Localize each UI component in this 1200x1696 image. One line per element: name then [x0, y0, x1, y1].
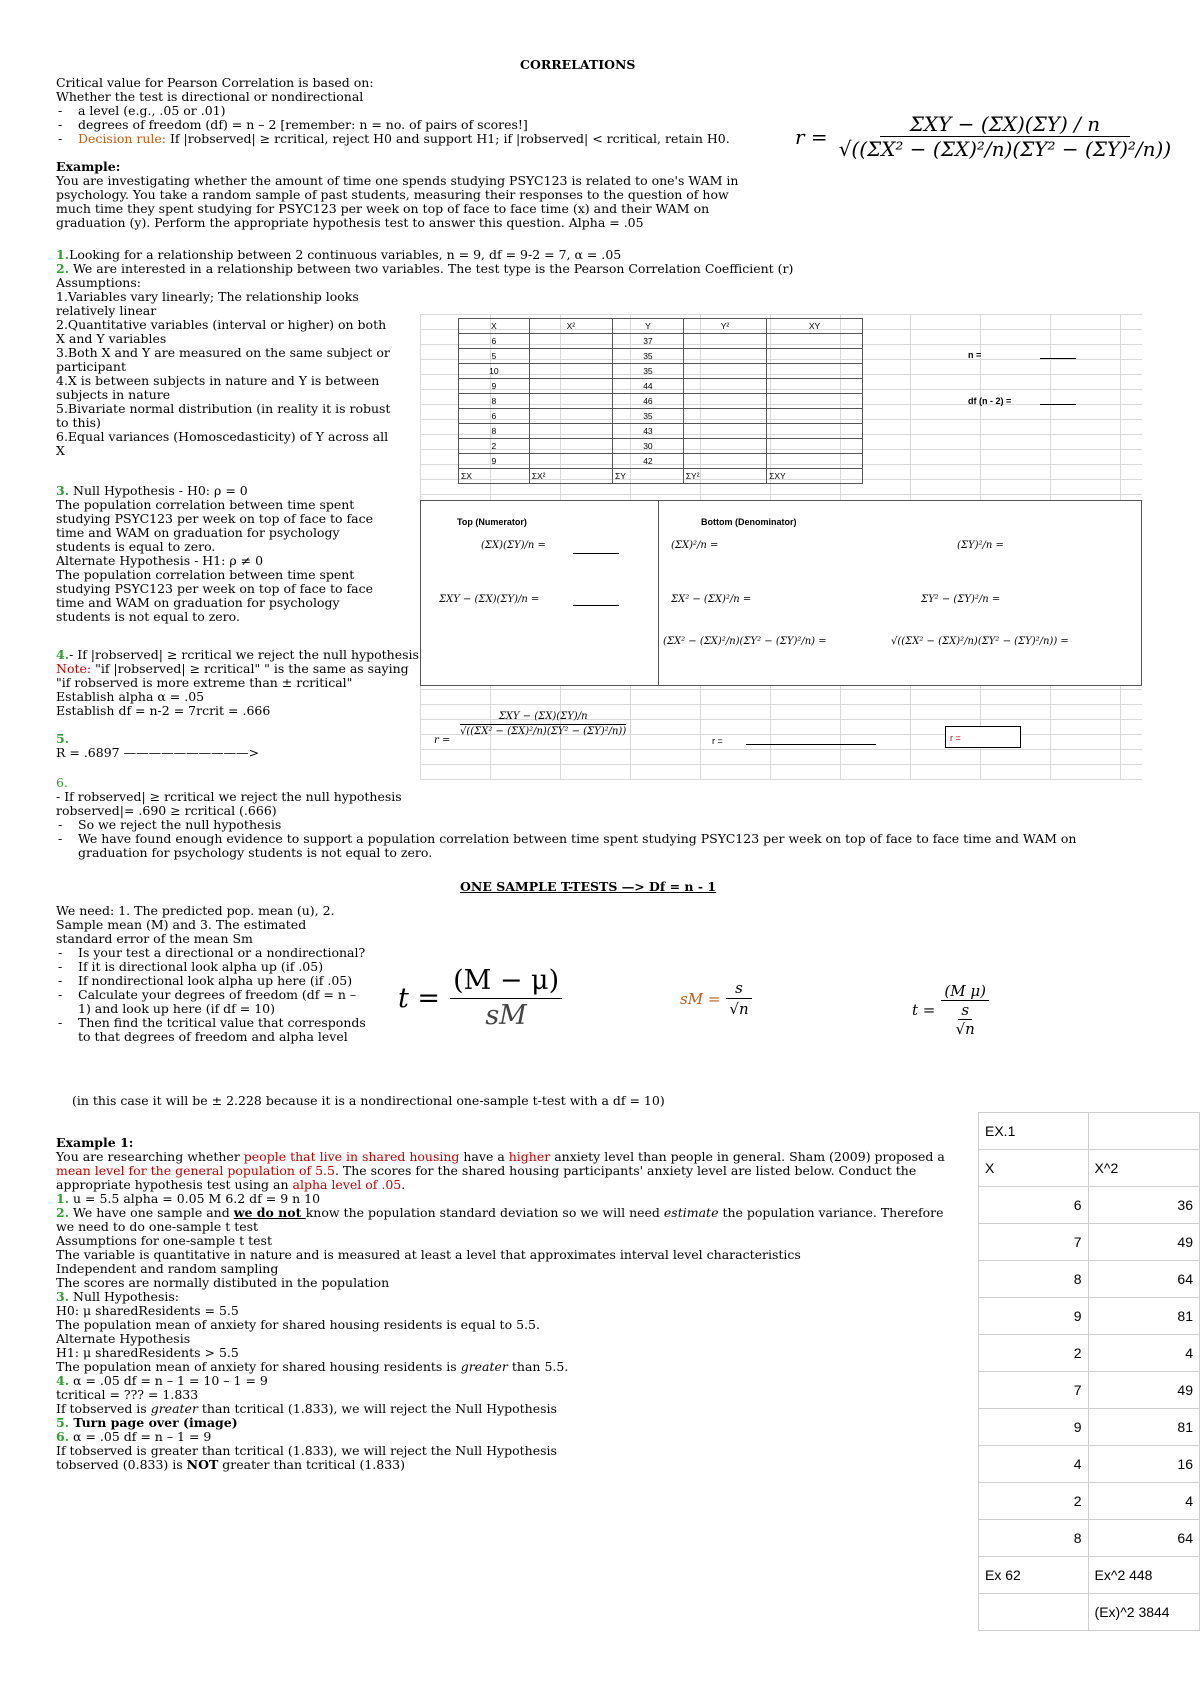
table-row: 9 81 [979, 1409, 1200, 1446]
ex1-table [978, 1112, 1200, 1631]
assumption-5: 5.Bivariate normal distribution (in reality it is robust to this) [56, 401, 391, 430]
sm-formula-lhs: sM = [680, 989, 721, 1008]
t-formula-alt [912, 982, 989, 1038]
step4-block [56, 647, 419, 718]
ttest-bullets [56, 946, 366, 1044]
null-label: Null Hypothesis - H0: ρ = 0 [69, 483, 248, 498]
ex1-col-x2: X^2 [1088, 1150, 1199, 1187]
assumptions-list [56, 290, 396, 458]
ex1-step2: the population variance. Therefore we need to do one-sample t test [56, 1205, 944, 1234]
t-formula [398, 964, 562, 1033]
t-formula-numerator: (M − μ) [450, 964, 562, 999]
n-answer-line [1040, 358, 1076, 359]
ex1-alt-label: Alternate Hypothesis [56, 1331, 191, 1346]
alt-text: The population correlation between time spent studying PSYC123 per week on top of face to face time and WAM on graduation for psychology students is not equal to zero. [56, 567, 374, 624]
step1-text: Looking for a relationship between 2 continuous variables, n = 9, df = 9-2 = 7, α = .05 [69, 247, 622, 262]
calc-box: Top (Numerator) Bottom (Denominator) (ΣX)(ΣY)/n = ΣXY − (ΣX)(ΣY)/n = (ΣX)²/n = (ΣY)²/n = ΣX² − (ΣX)²/n = ΣY² − (ΣY)²/n = (ΣX² − (ΣX)²/n)(ΣY² − (ΣY)²/n) = √((ΣX² − (ΣX)²/n)(ΣY² − (ΣY)²/n)) = [420, 500, 1142, 686]
ttest-case-note: (in this case it will be ± 2.228 because it is a nondirectional one-sample t-test with a df = 10) [72, 1093, 665, 1108]
step4-number: 4. [56, 647, 70, 662]
table-row: 9 42 [459, 454, 863, 469]
total-x2: ΣX² [529, 469, 612, 484]
table-row: 7 49 [979, 1372, 1200, 1409]
ex1-assumption-1: The variable is quantitative in nature and is measured at least a level that approximates interval level characteristics [56, 1247, 801, 1262]
totals-row [459, 469, 863, 484]
step2-text: We are interested in a relationship between two variables. The test type is the Pearson Correlation Coefficient (r) [69, 261, 794, 276]
step6-block [56, 776, 1116, 860]
df-answer-line [1040, 404, 1076, 405]
xy-data-table [458, 318, 863, 484]
ttest-need: We need: 1. The predicted pop. mean (u), 2. Sample mean (M) and 3. The estimated standard error of the mean Sm [56, 903, 335, 946]
assumption-3: 3.Both X and Y are measured on the same subject or participant [56, 345, 390, 374]
ex1-step6: α = .05 df = n – 1 = 9 [69, 1429, 212, 1444]
example1-block: Example 1: You are researching whether people that live in shared housing have a higher anxiety level than people in general. Sham (2009) proposed a mean level for the general population of 5.5. The scores for the shared housing participants' anxiety level are listed below. Conduct the appropriate hypothesis test using an alpha level of .05. 1. u = 5.5 alpha = 0.05 M 6.2 df = 9 n 10 2. We have one sample and we do not know the population standard deviation so we will need estimate the population variance. Therefore we need to do one-sample t test Assumptions for one-sample t test The variable is quantitative in nature and is measured at least a level that approximates interval level characteristics Independent and random sampling The scores are normally distibuted in the population 3. Null Hypothesis: H0: μ sharedResidents = 5.5 The population mean of anxiety for shared housing residents is equal to 5.5. Alternate Hypothesis H1: μ sharedResidents > 5.5 The population mean of anxiety for shared housing residents is greater than 5.5. 4. α = .05 df = n – 1 = 10 – 1 = 9 tcritical = ??? = 1.833 If tobserved is greater than tcritical (1.833), we will reject the Null Hypothesis 5. Turn page over (image) 6. α = .05 df = n – 1 = 9 If tobserved is greater than tcritical (1.833), we will reject the Null Hypothesis tobserved (0.833) is NOT greater than tcritical (1.833) [56, 1136, 956, 1472]
table-row: 6 37 [459, 334, 863, 349]
table-row: 8 43 [459, 424, 863, 439]
step1-number: 1. [56, 247, 70, 262]
ex1-step4: α = .05 df = n – 1 = 10 – 1 = 9 [69, 1373, 268, 1388]
col-header-y2: Y² [683, 319, 766, 334]
step6-bullet-2: - We have found enough evidence to support a population correlation between time spent studying PSYC123 per week on top of face to face time and WAM on graduation for psychology students is not equal to zero. [56, 832, 1116, 860]
t-formula-denominator: sM [485, 1000, 527, 1031]
formula-r-numerator: ΣXY − (ΣX)(ΣY) / n [880, 112, 1130, 137]
bullet-df: - degrees of freedom (df) = n – 2 [remember: n = no. of pairs of scores!] [56, 118, 756, 132]
step4-text: - If |robserved| ≥ rcritical we reject the null hypothesis [69, 647, 419, 662]
note-label: Note: [56, 661, 92, 676]
assumption-2: 2.Quantitative variables (interval or higher) on both X and Y variables [56, 317, 387, 346]
col-header-x2: X² [529, 319, 612, 334]
total-x: ΣX [459, 469, 530, 484]
step3-number: 3. [56, 483, 70, 498]
table-row: 8 46 [459, 394, 863, 409]
critical-bullets [56, 104, 756, 146]
step5-number: 5. [56, 731, 70, 746]
table-row: 10 35 [459, 364, 863, 379]
bullet-decision [56, 132, 756, 146]
step2-number: 2. [56, 261, 70, 276]
assumption-1: 1.Variables vary linearly; The relationship looks relatively linear [56, 289, 359, 318]
correlations-title: CORRELATIONS [520, 57, 636, 72]
ttest-bullet-4: - Calculate your degrees of freedom (df = n – 1) and look up here (if df = 10) [56, 988, 366, 1016]
ex1-step1: u = 5.5 alpha = 0.05 M 6.2 df = 9 n 10 [69, 1191, 321, 1206]
t-formula-lhs: t = [398, 982, 441, 1014]
col-header-x: X [459, 319, 530, 334]
null-text: The population correlation between time spent studying PSYC123 per week on top of face to face time and WAM on graduation for psychology students is equal to zero. [56, 497, 374, 554]
total-y2: ΣY² [683, 469, 766, 484]
col-header-xy: XY [767, 319, 863, 334]
table-row: 7 49 [979, 1224, 1200, 1261]
ex1-h0-text: The population mean of anxiety for shared housing residents is equal to 5.5. [56, 1317, 540, 1332]
ex1-if2: If tobserved is greater than tcritical (1.833), we will reject the Null Hypothesis [56, 1443, 557, 1458]
table-row: 8 64 [979, 1261, 1200, 1298]
assumptions-label: Assumptions: [56, 275, 141, 290]
table-row: 8 64 [979, 1520, 1200, 1557]
ex1-h0: H0: μ sharedResidents = 5.5 [56, 1303, 239, 1318]
t-formula-alt-den-numerator: s [958, 1001, 972, 1020]
alpha-line: Establish alpha α = .05 [56, 689, 205, 704]
intro-line-2: Whether the test is directional or nondirectional [56, 89, 364, 104]
example1-text: You are researching whether people that live in shared housing have a higher anxiety level than people in general. Sham (2009) proposed a mean level for the general population of 5.5. The scores for the shared housing participants' anxiety level are listed below. Conduct the appropriate hypothesis test using an alpha level of .05. [56, 1149, 945, 1192]
ex1-sum-x2: Ex^2 448 [1088, 1557, 1199, 1594]
df-line: Establish df = n-2 = 7rcrit = .666 [56, 703, 271, 718]
ex1-assumptions-label: Assumptions for one-sample t test [56, 1233, 272, 1248]
assumption-4: 4.X is between subjects in nature and Y is between subjects in nature [56, 373, 380, 402]
step5-block [56, 732, 259, 760]
table-row: 2 4 [979, 1483, 1200, 1520]
hypotheses-block [56, 484, 391, 624]
ex1-step3: Null Hypothesis: [69, 1289, 179, 1304]
table-row: 2 30 [459, 439, 863, 454]
note-text-2: "if robserved is more extreme than ± rcritical" [56, 675, 353, 690]
worksheet-image: X X² Y Y² XY 6 37 5 35 10 35 9 44 8 46 6 35 8 43 2 30 9 42 ΣX ΣX² ΣY ΣY² ΣXY n = df (n - 2) = Top (Numerator) Bottom (Denominator) (ΣX)(ΣY)/n = ΣXY − (ΣX)(ΣY)/n = (ΣX)²/n = (ΣY)²/n = ΣX² − (ΣX)²/n = ΣY² − (ΣY)²/n = (ΣX² − (ΣX)²/n)(ΣY² − (ΣY)²/n) = √((ΣX² − (ΣX)²/n)(ΣY² − (ΣY)²/n)) = r = ΣXY − (ΣX)(ΣY)/n √((ΣX² − (ΣX)²/n)(ΣY² − (ΣY)²/n)) r = r = [420, 314, 1142, 780]
ex1-sq-sum: (Ex)^2 3844 [1088, 1594, 1199, 1631]
total-xy: ΣXY [767, 469, 863, 484]
total-y: ΣY [613, 469, 684, 484]
ttest-title: ONE SAMPLE T-TESTS —> Df = n - 1 [460, 879, 717, 894]
step6-number: 6. [56, 775, 68, 790]
assumption-6: 6.Equal variances (Homoscedasticity) of Y across all X [56, 429, 389, 458]
table-row: 5 35 [459, 349, 863, 364]
step6-bullet-1: - So we reject the null hypothesis [56, 818, 1116, 832]
formula-r-lhs: r = [795, 124, 828, 149]
top-numerator-label: Top (Numerator) [457, 517, 527, 527]
ex1-col-x: X [979, 1150, 1089, 1187]
t-formula-alt-numerator: (M μ) [941, 982, 989, 1001]
ttest-bullet-1: - Is your test a directional or a nondirectional? [56, 946, 366, 960]
ex1-conclusion: tobserved (0.833) is NOT greater than tcritical (1.833) [56, 1457, 405, 1472]
decision-label: Decision rule: [78, 131, 167, 146]
col-header-y: Y [613, 319, 684, 334]
step6-line-a: - If robserved| ≥ rcritical we reject the null hypothesis [56, 789, 402, 804]
table-row: 9 44 [459, 379, 863, 394]
decision-text: If |robserved| ≥ rcritical, reject H0 and support H1; if |robserved| < rcritical, retain H0. [166, 131, 730, 146]
intro-line-1: Critical value for Pearson Correlation is based on: [56, 75, 374, 90]
alt-label: Alternate Hypothesis - H1: ρ ≠ 0 [56, 553, 264, 568]
ex1-h1: H1: μ sharedResidents > 5.5 [56, 1345, 239, 1360]
step6-line-b: robserved|= .690 ≥ rcritical (.666) [56, 803, 277, 818]
example-label: Example: [56, 159, 121, 174]
steps-1-2 [56, 248, 816, 290]
sheet-r-label: r = [434, 735, 451, 746]
note-text: "if |robserved| ≥ rcritical" " is the same as saying [91, 661, 409, 676]
table-row: 6 36 [979, 1187, 1200, 1224]
ex1-tcrit: tcritical = ??? = 1.833 [56, 1387, 199, 1402]
ttest-bullet-3: - If nondirectional look alpha up here (if .05) [56, 974, 366, 988]
ex1-assumption-2: Independent and random sampling [56, 1261, 279, 1276]
df-label: df (n - 2) = [968, 396, 1012, 406]
sm-formula-denominator: √n [726, 998, 751, 1019]
critical-value-section [56, 76, 756, 146]
ex1-sum-x: Ex 62 [979, 1557, 1089, 1594]
pearson-r-formula [795, 112, 1174, 161]
example-text: You are investigating whether the amount of time one spends studying PSYC123 is related to one's WAM in psychology. You take a random sample of past students, measuring their responses to the question of how much time they spent studying for PSYC123 per week on top of face to face time (x) and their WAM on graduation (y). Perform the appropriate hypothesis test to answer this question. Alpha = .05 [56, 173, 739, 230]
ttest-bullet-2: - If it is directional look alpha up (if .05) [56, 960, 366, 974]
ex1-if1: If tobserved is greater than tcritical (1.833), we will reject the Null Hypothesis [56, 1401, 557, 1416]
t-formula-alt-lhs: t = [912, 1001, 936, 1019]
bottom-denominator-label: Bottom (Denominator) [701, 517, 797, 527]
sm-formula-numerator: s [735, 979, 743, 997]
example1-label: Example 1: [56, 1135, 134, 1150]
ttest-bullet-5: - Then find the tcritical value that corresponds to that degrees of freedom and alpha level [56, 1016, 366, 1044]
r-result-cell: r = [945, 726, 1021, 748]
r-answer-line [746, 744, 876, 745]
sm-formula [680, 978, 752, 1019]
ex1-table-title: EX.1 [979, 1113, 1089, 1150]
sheet-r-label-2: r = [712, 736, 723, 746]
table-row: 6 35 [459, 409, 863, 424]
bullet-alpha: - a level (e.g., .05 or .01) [56, 104, 756, 118]
ex1-h1-text: The population mean of anxiety for shared housing residents is greater than 5.5. [56, 1359, 569, 1374]
step5-text: R = .6897 ——————————> [56, 745, 260, 760]
t-formula-alt-den-denominator: √n [955, 1020, 975, 1038]
table-row: 4 16 [979, 1446, 1200, 1483]
formula-r-denominator: √((ΣX² − (ΣX)²/n)(ΣY² − (ΣY)²/n)) [838, 137, 1172, 161]
n-label: n = [968, 350, 982, 360]
table-row: 2 4 [979, 1335, 1200, 1372]
example-block [56, 160, 746, 230]
ex1-step5: Turn page over (image) [69, 1415, 238, 1430]
table-row: 9 81 [979, 1298, 1200, 1335]
ex1-assumption-3: The scores are normally distibuted in the population [56, 1275, 390, 1290]
